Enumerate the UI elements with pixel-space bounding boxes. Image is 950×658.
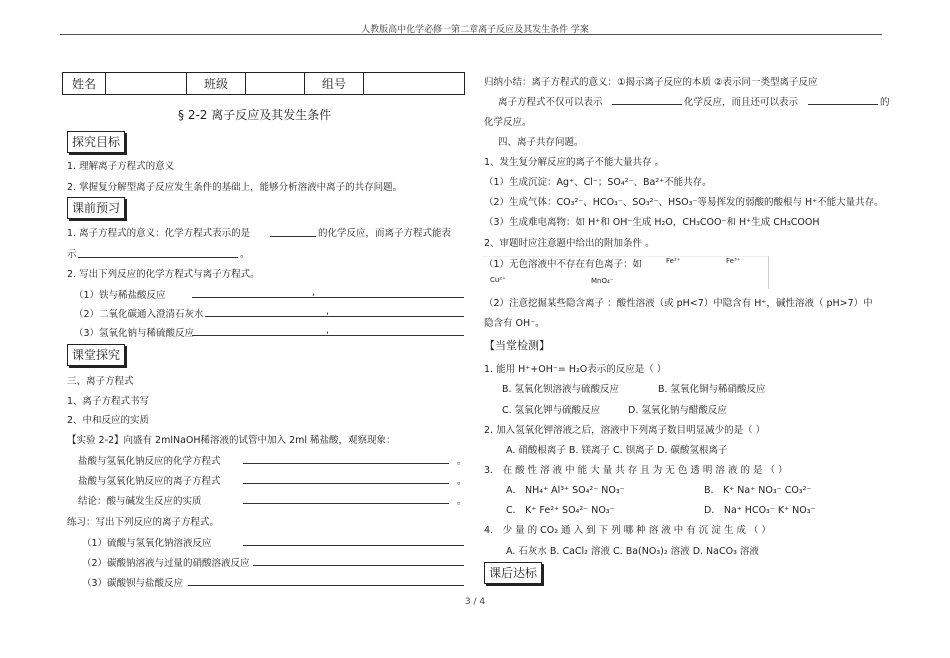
period-1: 。 xyxy=(457,456,467,467)
name-label: 姓名 xyxy=(63,73,106,95)
comma-2: , xyxy=(326,306,330,317)
q1-option-c[interactable]: C. 氢氧化钾与硫酸反应 xyxy=(502,405,601,416)
header-rule xyxy=(60,34,882,35)
blank-r1[interactable] xyxy=(192,297,464,298)
coexist-1-2: （2）生成气体：CO₃²⁻、HCO₃⁻、SO₃²⁻、HSO₃⁻等易挥发的弱酸的酸根与 H⁺不能大量共存。 xyxy=(484,197,884,208)
comma-1: , xyxy=(312,287,316,298)
page-header: 人教版高中化学必修一第二章离子反应及其发生条件 学案 xyxy=(361,25,589,35)
blank-e3[interactable] xyxy=(243,503,449,504)
q3-option-a[interactable]: A． NH₄⁺ Al³⁺ SO₄²⁻ NO₃⁻ xyxy=(506,485,625,496)
ion-mno4: MnO₄⁻ xyxy=(591,277,614,285)
q1-option-d[interactable]: D. 氢氧化钠与醋酸反应 xyxy=(628,405,727,416)
summary-2b: 化学反应，而且还可以表示 xyxy=(684,97,799,108)
coexist-2-1: （1）无色溶液中不存在有色离子：如 xyxy=(484,259,643,270)
exercise-1: （1）硫酸与氢氧化钠溶液反应 xyxy=(82,538,212,549)
q3-option-d[interactable]: D． Na⁺ HCO₃⁻ K⁺ NO₃⁻ xyxy=(704,505,816,516)
section-preview: 课前预习 xyxy=(67,197,125,219)
coexist-2-2b: 隐含有 OH⁻。 xyxy=(484,318,545,329)
blank-x3[interactable] xyxy=(188,585,464,586)
q3-option-b[interactable]: B． K⁺ Na⁺ NO₃⁻ CO₃²⁻ xyxy=(704,485,812,496)
classroom-3-1: 1、离子方程式书写 xyxy=(67,396,150,407)
question-3: 3． 在 酸 性 溶 液 中 能 大 量 共 存 且 为 无 色 透 明 溶 液 的 是 （ ） xyxy=(484,465,788,476)
preview-2: 2. 写出下列反应的化学方程式与离子方程式。 xyxy=(67,269,260,280)
reaction-1: （1）铁与稀盐酸反应 xyxy=(74,290,166,301)
q1-option-b[interactable]: B. 氢氧化铜与稀硝酸反应 xyxy=(658,384,766,395)
goal-1: 1. 理解离子方程式的意义 xyxy=(67,161,175,172)
class-label: 班级 xyxy=(187,73,246,95)
info-table xyxy=(62,72,465,95)
question-1: 1. 能用 H⁺+OH⁻= H₂O表示的反应是（ ） xyxy=(484,364,667,375)
blank-x2[interactable] xyxy=(253,565,464,566)
summary-3: 化学反应。 xyxy=(484,117,532,128)
blank-s2-1[interactable] xyxy=(612,104,682,105)
section-goals: 探究目标 xyxy=(67,131,125,153)
reaction-2: （2）二氧化碳通入澄清石灰水 xyxy=(74,309,204,320)
summary-2a: 离子方程式不仅可以表示 xyxy=(498,97,603,108)
classroom-3-2: 2、中和反应的实质 xyxy=(67,415,150,426)
coexist-1-1: （1）生成沉淀：Ag⁺、Cl⁻；SO₄²⁻、Ba²⁺不能共存。 xyxy=(484,177,712,188)
blank-2[interactable] xyxy=(78,257,238,258)
section-check: 【当堂检测】 xyxy=(484,339,550,352)
blank-x1[interactable] xyxy=(243,545,464,546)
preview-1c: 示 xyxy=(67,249,77,260)
class-field[interactable] xyxy=(246,73,305,95)
q3-option-c[interactable]: C． K⁺ Fe²⁺ SO₄²⁻ NO₃⁻ xyxy=(506,505,615,516)
exercise-3: （3）碳酸钡与盐酸反应 xyxy=(82,578,184,589)
blank-e2[interactable] xyxy=(243,483,449,484)
ion-fe2: Fe²⁺ xyxy=(666,257,681,265)
group-field[interactable] xyxy=(364,73,465,95)
exercise-2: （2）碳酸钠溶液与过量的硝酸溶液反应 xyxy=(82,558,250,569)
preview-1a: 1. 离子方程式的意义：化学方程式表示的是 xyxy=(67,228,251,239)
preview-1d: 。 xyxy=(240,249,250,260)
preview-1b: 的化学反应，而离子方程式能表 xyxy=(318,228,452,239)
summary-2c: 的 xyxy=(880,97,890,108)
exp-line-1: 盐酸与氢氧化钠反应的化学方程式 xyxy=(78,456,221,467)
exp-line-3: 结论：酸与碱发生反应的实质 xyxy=(78,496,202,507)
blank-s2-2[interactable] xyxy=(808,104,878,105)
classroom-3: 三、离子方程式 xyxy=(67,376,134,387)
page-number: 3 / 4 xyxy=(464,597,486,607)
experiment: 【实验 2-2】向盛有 2mlNaOH稀溶液的试管中加入 2ml 稀盐酸，观察现象： xyxy=(67,435,396,446)
q2-options[interactable]: A. 硝酸根离子 B. 镁离子 C. 钡离子 D. 碳酸氢根离子 xyxy=(506,445,728,456)
blank-1[interactable] xyxy=(270,236,316,237)
question-2: 2. 加入氢氧化钾溶液之后，溶液中下列离子数目明显减少的是（ ） xyxy=(484,425,766,436)
reaction-3: （3）氢氧化钠与稀硫酸反应 xyxy=(74,328,195,339)
q1-option-a[interactable]: B. 氢氧化钡溶液与硫酸反应 xyxy=(502,384,620,395)
period-2: 。 xyxy=(457,476,467,487)
coexist-1: 1、发生复分解反应的离子不能大量共存 。 xyxy=(484,157,665,168)
coexist-heading: 四、离子共存问题。 xyxy=(498,137,584,148)
question-4: 4． 少 量 的 CO₂ 通 入 到 下 列 哪 种 溶 液 中 有 沉 淀 生 成 （ ） xyxy=(484,525,771,536)
goal-2: 2. 掌握复分解型离子反应发生条件的基础上，能够分析溶液中离子的共存问题。 xyxy=(67,182,403,193)
name-field[interactable] xyxy=(106,73,187,95)
section-classroom: 课堂探究 xyxy=(67,344,125,366)
comma-3: , xyxy=(326,325,330,336)
coexist-1-3: （3）生成难电离物：如 H⁺和 OH⁻生成 H₂O，CH₃COO⁻和 H⁺生成 CH₃COOH xyxy=(484,217,820,228)
summary-1: 归纳小结：离子方程式的意义：①揭示离子反应的本质 ②表示同一类型离子反应 xyxy=(484,77,818,88)
blank-e1[interactable] xyxy=(243,463,449,464)
ion-fe3: Fe³⁺ xyxy=(726,257,741,265)
ion-cu: Cu²⁺ xyxy=(490,276,506,284)
exp-line-2: 盐酸与氢氧化钠反应的离子方程式 xyxy=(78,476,221,487)
section-after: 课后达标 xyxy=(484,562,542,584)
blank-r2[interactable] xyxy=(205,316,464,317)
q4-options[interactable]: A. 石灰水 B. CaCl₂ 溶液 C. Ba(NO₃)₂ 溶液 D. NaCO₃ 溶液 xyxy=(506,546,759,557)
group-label: 组号 xyxy=(305,73,364,95)
period-3: 。 xyxy=(457,496,467,507)
exercise: 练习：写出下列反应的离子方程式。 xyxy=(67,517,220,528)
coexist-2: 2、审题时应注意题中给出的附加条件 。 xyxy=(484,238,655,249)
page-title: § 2-2 离子反应及其发生条件 xyxy=(178,108,332,122)
coexist-2-2: （2）注意挖掘某些隐含离子 ：酸性溶液（或 pH<7）中隐含有 H⁺，碱性溶液（ pH>7）中 xyxy=(484,298,873,309)
